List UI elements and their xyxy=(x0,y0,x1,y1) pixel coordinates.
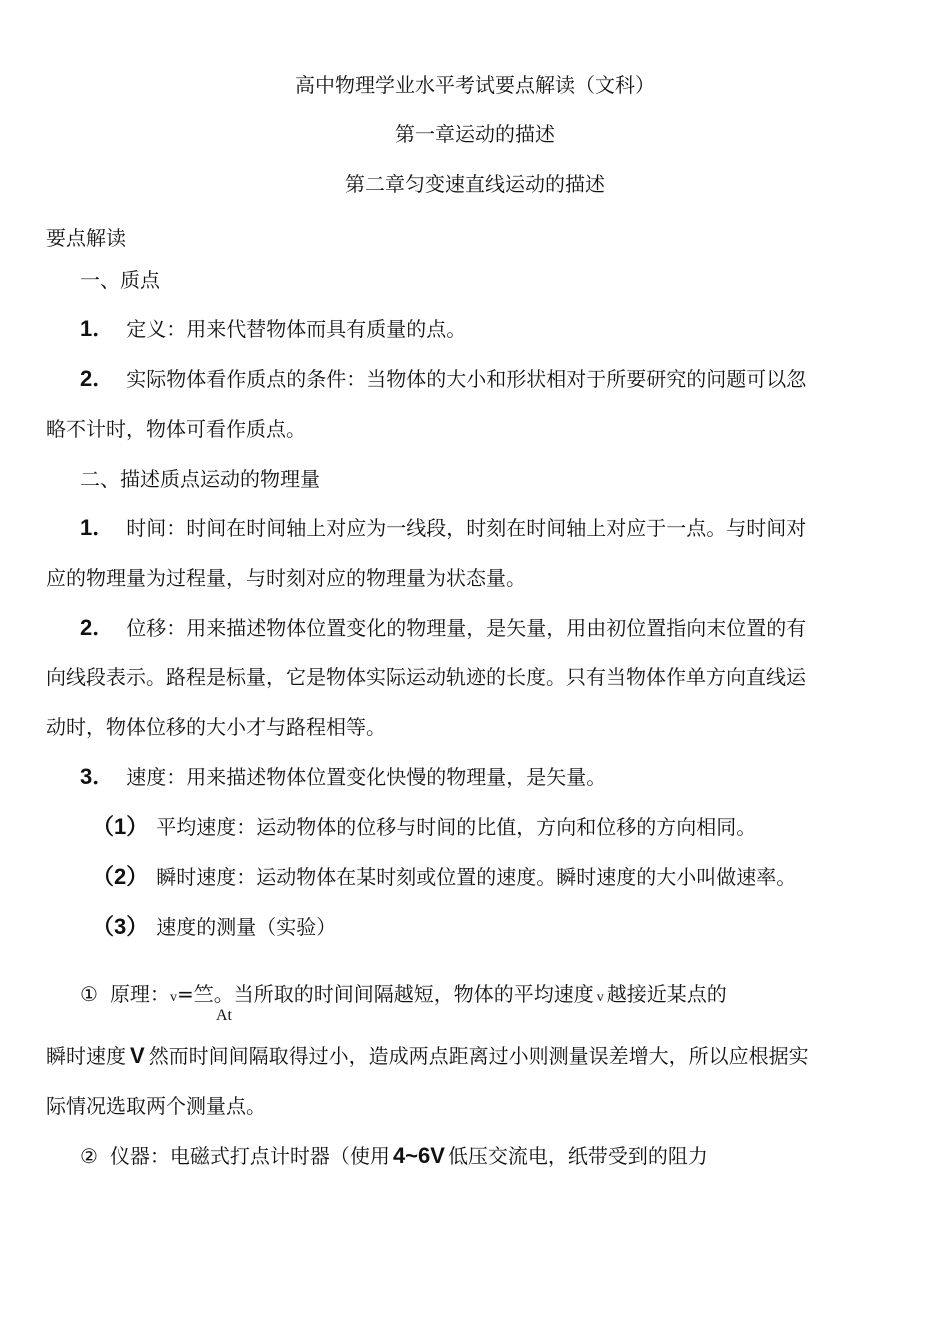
item-number: 2． xyxy=(80,615,115,640)
voltage-range: 4~6V xyxy=(392,1143,445,1168)
principle-text-end: 越接近某点的 xyxy=(606,982,727,1006)
item-text: 速度：用来描述物体位置变化快慢的物理量，是矢量。 xyxy=(126,765,607,789)
chapter-two-heading: 第二章匀变速直线运动的描述 xyxy=(345,172,605,196)
item-text: 实际物体看作质点的条件：当物体的大小和形状相对于所要研究的问题可以忽 xyxy=(126,367,807,391)
item-text: 位移：用来描述物体位置变化的物理量，是矢量，用由初位置指向末位置的有 xyxy=(126,616,807,640)
circled-number-1: ① xyxy=(80,982,98,1006)
instrument-text: 低压交流电，纸带受到的阻力 xyxy=(447,1144,708,1168)
sub-item-2 xyxy=(92,864,796,890)
item-number: 1． xyxy=(80,316,115,341)
velocity-symbol: v xyxy=(169,990,177,1005)
principle-line3: 际情况选取两个测量点。 xyxy=(46,1094,266,1118)
document-title: 高中物理学业水平考试要点解读（文科） xyxy=(295,73,655,97)
part2-item-2-line1 xyxy=(80,615,806,641)
part2-item-1-line2: 应的物理量为过程量，与时刻对应的物理量为状态量。 xyxy=(46,566,526,590)
section-heading: 要点解读 xyxy=(46,226,126,250)
instant-velocity-symbol: V xyxy=(130,1043,145,1068)
principle-line2 xyxy=(46,1043,809,1069)
part2-item-2-line3: 动时，物体位移的大小才与路程相等。 xyxy=(46,715,386,739)
item-number: 3． xyxy=(80,764,115,789)
part2-item-1-line1 xyxy=(80,515,806,541)
principle-line2-rest: 然而时间间隔取得过小，造成两点距离过小则测量误差增大，所以应根据实 xyxy=(148,1044,809,1068)
principle-line1 xyxy=(80,981,727,1011)
part1-item-1 xyxy=(80,316,466,342)
average-velocity-symbol: v xyxy=(596,990,604,1005)
velocity-equation: =竺。 xyxy=(176,982,234,1006)
part2-heading: 二、描述质点运动的物理量 xyxy=(80,467,320,491)
sub-item-3 xyxy=(92,914,336,940)
part1-item-2-line2: 略不计时，物体可看作质点。 xyxy=(46,417,306,441)
part1-item-2-line1 xyxy=(80,366,806,392)
part1-heading: 一、质点 xyxy=(80,268,160,292)
item-text: 时间：时间在时间轴上对应为一线段，时刻在时间轴上对应于一点。与时间对 xyxy=(126,516,807,540)
sub-item-text: 平均速度：运动物体的位移与时间的比值，方向和位移的方向相同。 xyxy=(156,815,757,839)
item-number: 2． xyxy=(80,366,115,391)
sub-item-number: （1） xyxy=(92,814,149,839)
item-number: 1． xyxy=(80,515,115,540)
item-text: 定义：用来代替物体而具有质量的点。 xyxy=(126,317,467,341)
part2-item-3 xyxy=(80,764,606,790)
sub-item-text: 瞬时速度：运动物体在某时刻或位置的速度。瞬时速度的大小叫做速率。 xyxy=(156,865,797,889)
principle-line2-start: 瞬时速度 xyxy=(46,1044,126,1068)
principle-text: 当所取的时间间隔越短，物体的平均速度 xyxy=(233,982,594,1006)
equation-denominator: At xyxy=(216,1007,232,1024)
principle-label: 原理： xyxy=(109,982,170,1006)
sub-item-number: （3） xyxy=(92,914,149,939)
sub-item-1 xyxy=(92,814,756,840)
instrument-label: 仪器：电磁式打点计时器（使用 xyxy=(109,1144,390,1168)
instrument-line xyxy=(80,1143,708,1169)
circled-number-2: ② xyxy=(80,1144,98,1168)
chapter-one-heading: 第一章运动的描述 xyxy=(395,122,555,146)
sub-item-text: 速度的测量（实验） xyxy=(156,915,337,939)
sub-item-number: （2） xyxy=(92,864,149,889)
part2-item-2-line2: 向线段表示。路程是标量，它是物体实际运动轨迹的长度。只有当物体作单方向直线运 xyxy=(46,665,806,689)
